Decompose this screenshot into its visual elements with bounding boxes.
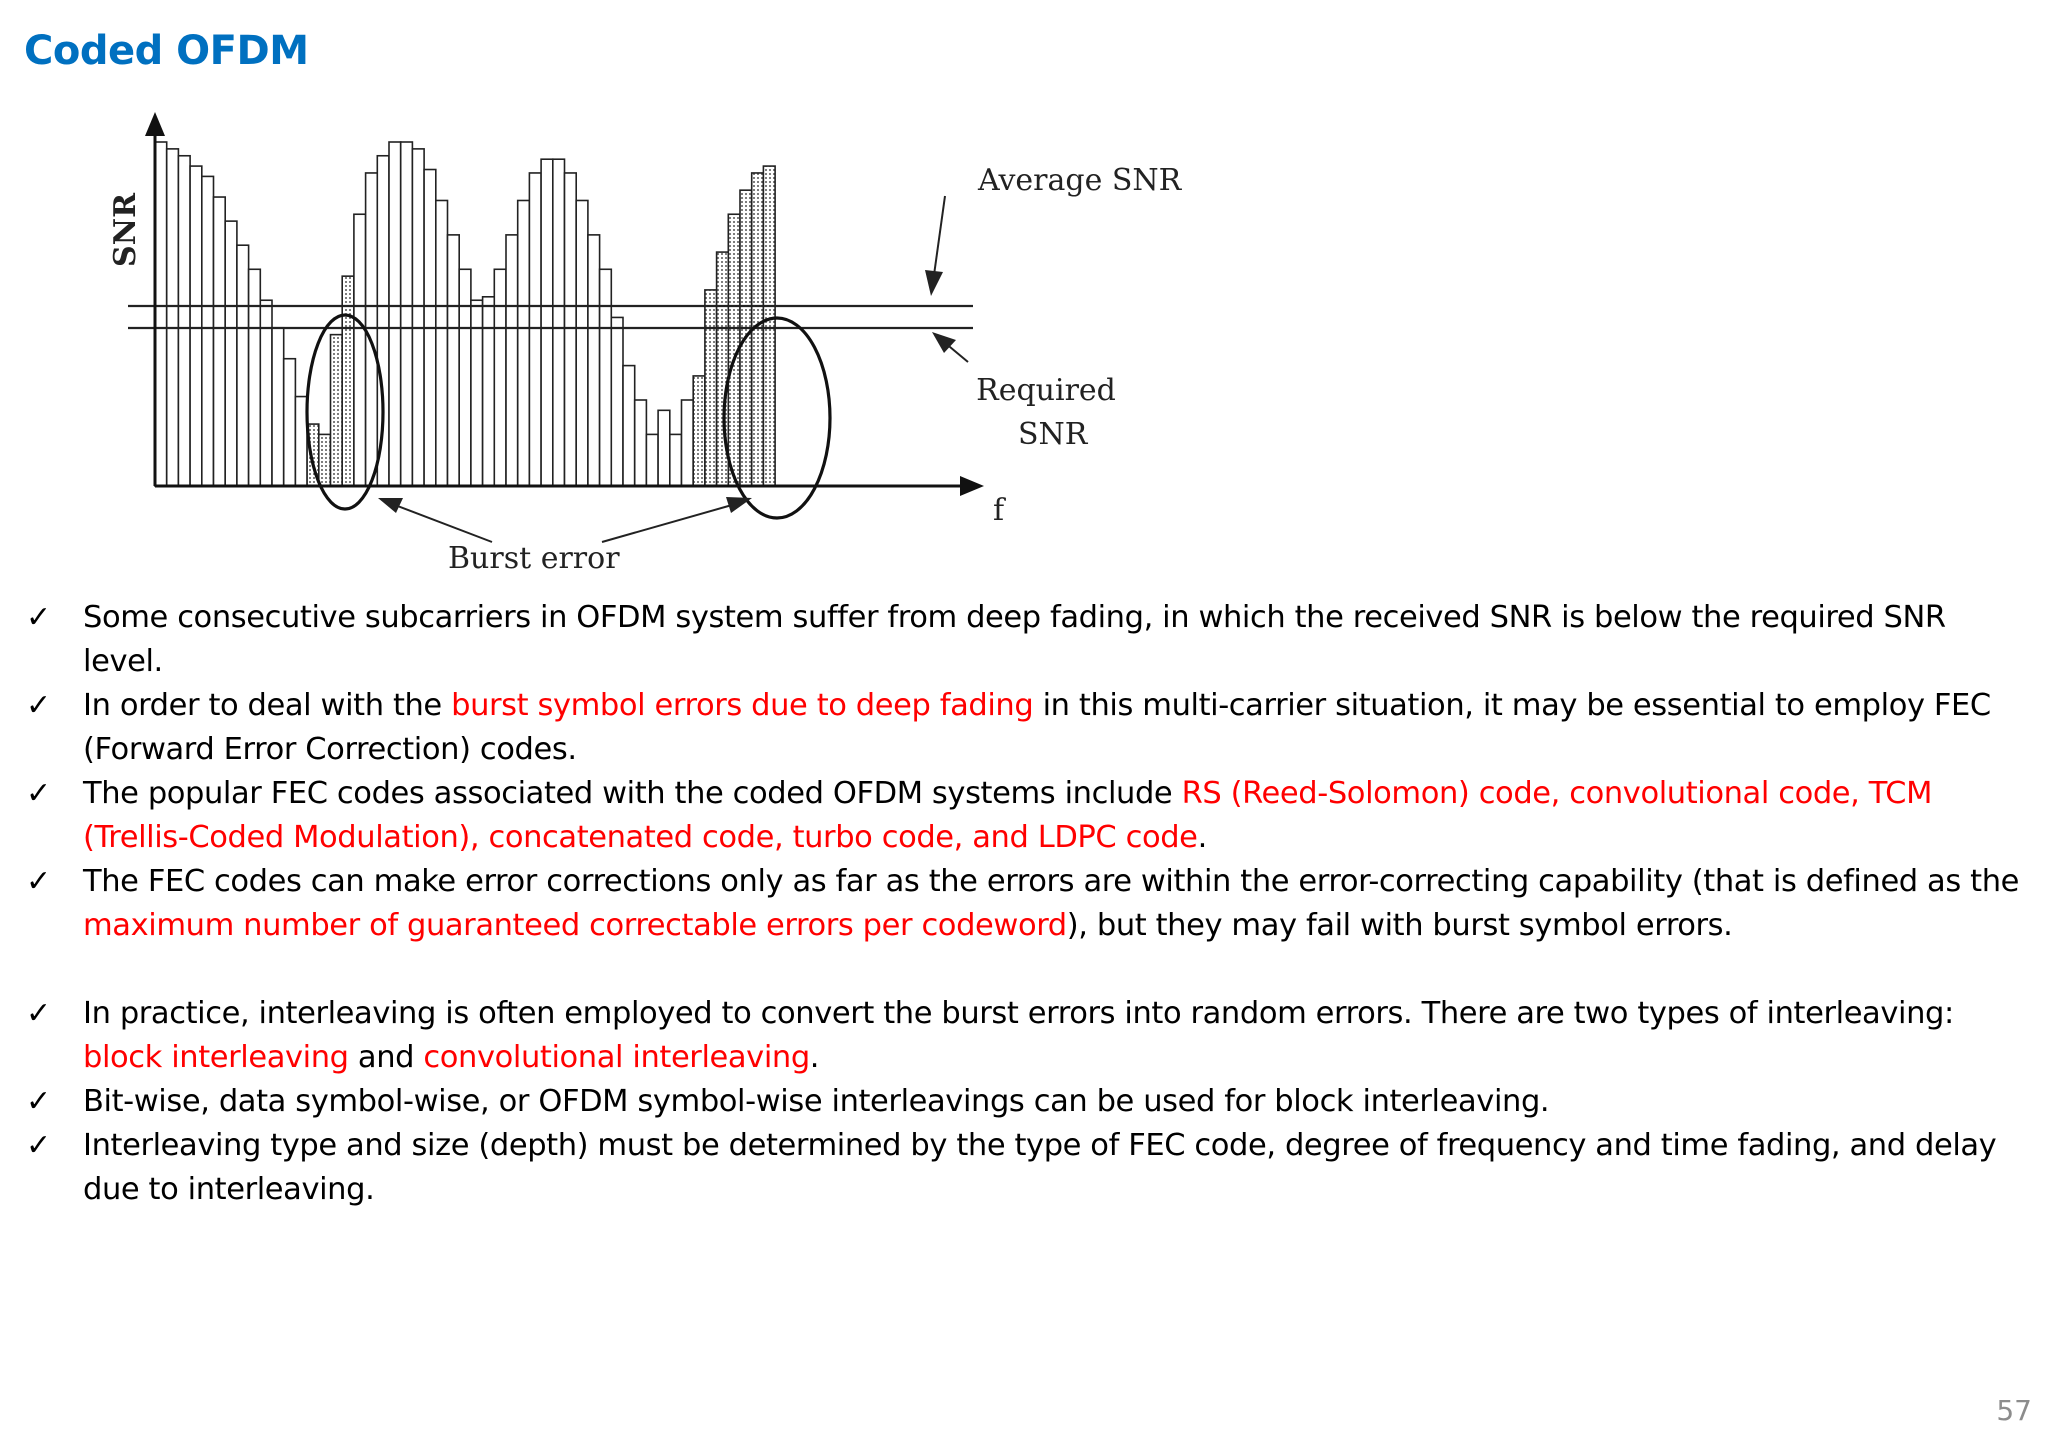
subcarrier-bar — [237, 245, 249, 486]
slide-title: Coded OFDM — [24, 28, 309, 74]
snr-subcarrier-figure — [100, 100, 1182, 590]
bullet-item — [24, 860, 2034, 948]
checkmark-icon: ✓ — [26, 776, 51, 811]
bullet-item — [24, 684, 2034, 772]
subcarrier-bar — [319, 434, 331, 486]
subcarrier-bar — [190, 166, 202, 486]
subcarrier-bar — [342, 276, 354, 486]
subcarrier-bar — [389, 142, 401, 486]
checkmark-icon: ✓ — [26, 1128, 51, 1163]
subcarrier-bar — [565, 173, 577, 486]
subcarrier-bar — [682, 400, 694, 486]
checkmark-icon: ✓ — [26, 996, 51, 1031]
bullet-text: The popular FEC codes associated with the coded OFDM systems include — [83, 776, 1182, 811]
subcarrier-bar — [214, 197, 226, 486]
burst-error-pointer-left-head — [378, 498, 403, 513]
subcarrier-bar — [167, 149, 179, 486]
bullet-text: The FEC codes can make error corrections only as far as the errors are within the error-correcting capability (that is defined as the — [83, 864, 2019, 899]
highlighted-text: maximum number of guaranteed correctable errors per codeword — [83, 908, 1067, 943]
subcarrier-bar — [178, 156, 190, 486]
bullet-item — [24, 772, 2034, 860]
subcarrier-bar — [693, 376, 705, 486]
x-axis-arrowhead — [960, 476, 984, 496]
page-number: 57 — [1996, 1394, 2032, 1427]
subcarrier-bar — [249, 269, 261, 486]
subcarrier-bar — [483, 297, 495, 486]
bullet-text: . — [1197, 820, 1207, 855]
checkmark-icon: ✓ — [26, 864, 51, 899]
average-snr-pointer-head — [925, 270, 943, 296]
bullet-item — [24, 596, 2034, 684]
average-snr-pointer — [934, 196, 945, 275]
subcarrier-bar — [284, 359, 296, 486]
subcarrier-bar — [506, 235, 518, 486]
burst-error-pointer-left — [395, 505, 492, 542]
bullet-text: and — [348, 1040, 424, 1075]
subcarrier-bar — [436, 200, 448, 486]
subcarrier-bar — [494, 269, 506, 486]
subcarrier-bar — [763, 166, 775, 486]
bullet-item — [24, 992, 2034, 1080]
subcarrier-bar — [518, 200, 530, 486]
subcarrier-bar — [366, 173, 378, 486]
snr-subcarrier-diagram — [100, 100, 1182, 590]
burst-error-pointer-right-head — [726, 497, 752, 513]
bullet-text: in this multi-carrier situation, it may be essential to employ FEC (Forward Error Correction) codes. — [83, 688, 1991, 767]
subcarrier-bar — [295, 397, 307, 486]
subcarrier-bar — [412, 149, 424, 486]
subcarrier-bar — [272, 328, 284, 486]
subcarrier-bar — [331, 335, 343, 486]
burst-error-pointer-right — [602, 505, 732, 542]
subcarrier-bars — [155, 142, 775, 486]
bullet-text: In practice, interleaving is often employed to convert the burst errors into random errors. There are two types of interleaving: — [83, 996, 1954, 1031]
y-axis-label: SNR — [108, 192, 143, 268]
subcarrier-bar — [354, 214, 366, 486]
subcarrier-bar — [600, 269, 612, 486]
bullet-item — [24, 1124, 2034, 1212]
x-axis-label: f — [993, 493, 1005, 528]
checkmark-icon: ✓ — [26, 600, 51, 635]
subcarrier-bar — [541, 159, 553, 486]
highlighted-text: block interleaving — [83, 1040, 349, 1075]
subcarrier-bar — [635, 400, 647, 486]
subcarrier-bar — [611, 317, 623, 486]
subcarrier-bar — [588, 235, 600, 486]
checkmark-icon: ✓ — [26, 688, 51, 723]
subcarrier-bar — [401, 142, 413, 486]
subcarrier-bar — [705, 290, 717, 486]
bullet-text: Bit-wise, data symbol-wise, or OFDM symbol-wise interleavings can be used for block interleaving. — [83, 1084, 1550, 1119]
subcarrier-bar — [225, 221, 237, 486]
y-axis-arrowhead — [145, 112, 165, 136]
bullet-text: . — [809, 1040, 820, 1075]
required-snr-label-line2: SNR — [1018, 417, 1088, 452]
subcarrier-bar — [576, 200, 588, 486]
bullet-text: ), but they may fail with burst symbol errors. — [1066, 908, 1733, 943]
average-snr-label: Average SNR — [978, 163, 1182, 198]
bullet-item — [24, 1080, 2034, 1124]
subcarrier-bar — [553, 159, 565, 486]
bullet-text: Interleaving type and size (depth) must be determined by the type of FEC code, degree of frequency and time fading, and delay due to interleaving. — [83, 1128, 1997, 1207]
subcarrier-bar — [202, 176, 214, 486]
subcarrier-bar — [658, 410, 670, 486]
bullet-text: In order to deal with the — [83, 688, 452, 723]
subcarrier-bar — [155, 142, 167, 486]
required-snr-label-line1: Required — [976, 373, 1116, 408]
burst-error-label: Burst error — [448, 541, 620, 576]
subcarrier-bar — [448, 235, 460, 486]
subcarrier-bar — [646, 434, 658, 486]
highlighted-text: burst symbol errors due to deep fading — [451, 688, 1034, 723]
subcarrier-bar — [623, 366, 635, 486]
subcarrier-bar — [459, 269, 471, 486]
bullet-text: Some consecutive subcarriers in OFDM system suffer from deep fading, in which the received SNR is below the required SNR level. — [83, 600, 1946, 679]
bullet-list — [24, 596, 2034, 1212]
subcarrier-bar — [670, 434, 682, 486]
highlighted-text: RS (Reed-Solomon) code, convolutional code, TCM (Trellis-Coded Modulation), concatenated code, turbo code, and LDPC code — [83, 776, 1932, 855]
highlighted-text: convolutional interleaving — [423, 1040, 810, 1075]
checkmark-icon: ✓ — [26, 1084, 51, 1119]
subcarrier-bar — [529, 173, 541, 486]
